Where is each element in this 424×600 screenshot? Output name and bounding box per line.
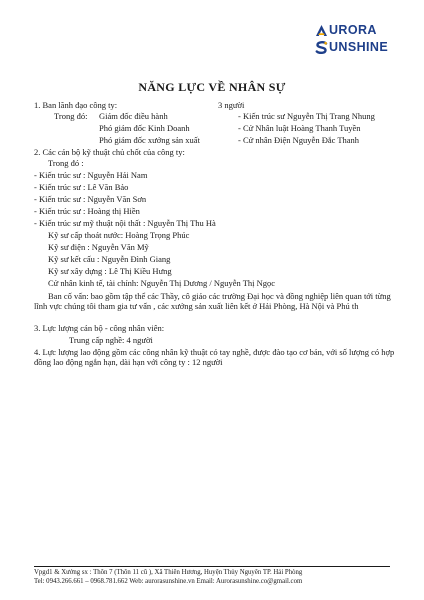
- section4-paragraph: 4. Lực lượng lao động gồm các công nhân kỹ thuật có tay nghề, được đào tạo cơ bản, với số lượng có hợp đồng lao động ngắn hạn, dài hạn với công ty : 12 người: [34, 347, 395, 367]
- architect-item: - Kiến trúc sư : Hoàng thị Hiền: [34, 206, 140, 216]
- section1-count: 3 người: [218, 100, 245, 110]
- architect-item: - Kiến trúc sư : Nguyễn Hải Nam: [34, 170, 148, 180]
- leadership-person: - Kiến trúc sư Nguyễn Thị Trang Nhung: [238, 111, 375, 121]
- section1-heading: 1. Ban lãnh đạo công ty:: [34, 100, 118, 110]
- architect-item: - Kiến trúc sư : Nguyễn Văn Sơn: [34, 194, 147, 204]
- footer-contact: Tel: 0943.266.661 – 0968.781.662 Web: aurorasunshine.vn Email: Aurorasunshine.co@gmail.com: [34, 578, 303, 585]
- engineer-item: Kỹ sư kết cấu : Nguyễn Đình Giang: [48, 254, 171, 264]
- page-title: NĂNG LỰC VỀ NHÂN SỰ: [138, 80, 286, 94]
- logo-line-2: [315, 39, 388, 55]
- footer-divider: [34, 566, 390, 567]
- logo-a-mark-icon: [315, 24, 328, 37]
- footer-address: Vpgd1 & Xưởng sx : Thôn 7 (Thôn 11 cũ ), Xã Thiên Hương, Huyện Thủy Nguyên TP. Hải Phòng: [34, 569, 303, 576]
- architect-item: - Kiến trúc sư mỹ thuật nội thất : Nguyễn Thị Thu Hà: [34, 218, 216, 228]
- leadership-person: - Cử Nhân luật Hoàng Thanh Tuyền: [238, 123, 361, 133]
- section3-heading: 3. Lực lượng cán bộ - công nhân viên:: [34, 323, 165, 333]
- logo-word-2: UNSHINE: [329, 40, 389, 54]
- section1-intro: Trong đó:: [54, 111, 88, 121]
- engineer-item: Kỹ sư điện : Nguyễn Văn Mỹ: [48, 242, 149, 252]
- engineer-item: Kỹ sư cấp thoát nước: Hoàng Trọng Phúc: [48, 230, 190, 240]
- engineer-item: Cử nhân kinh tế, tài chính: Nguyễn Thị Dương / Nguyễn Thị Ngọc: [48, 278, 276, 288]
- leadership-role: Giám đốc điều hành: [99, 111, 168, 121]
- logo-word-1: URORA: [329, 23, 377, 37]
- advisors-paragraph: Ban cố vấn: bao gồm tập thể các Thầy, cô giáo các trường Đại học và đồng nghiệp liên quan tới từng lĩnh vực chúng tôi tham gia tư vấn , các xưởng sản xuất liên kết ở Hải Phòng, Hà Nội và Phú th: [34, 291, 391, 311]
- leadership-role: Phó giám đốc xưởng sản xuất: [99, 135, 200, 145]
- leadership-person: - Cử nhân Điện Nguyễn Đắc Thanh: [238, 135, 360, 145]
- logo-s-mark-icon: [315, 41, 328, 54]
- architect-item: - Kiến trúc sư : Lê Văn Bảo: [34, 182, 129, 192]
- company-logo: [315, 22, 415, 58]
- section3-row: Trung cấp nghề: 4 người: [69, 335, 153, 345]
- section2-heading: 2. Các cán bộ kỹ thuật chủ chốt của công ty:: [34, 147, 185, 157]
- section2-intro: Trong đó :: [48, 158, 84, 168]
- leadership-role: Phó giám đốc Kinh Doanh: [99, 123, 190, 133]
- logo-line-1: [315, 22, 377, 38]
- engineer-item: Kỹ sư xây dựng : Lê Thị Kiều Hưng: [48, 266, 172, 276]
